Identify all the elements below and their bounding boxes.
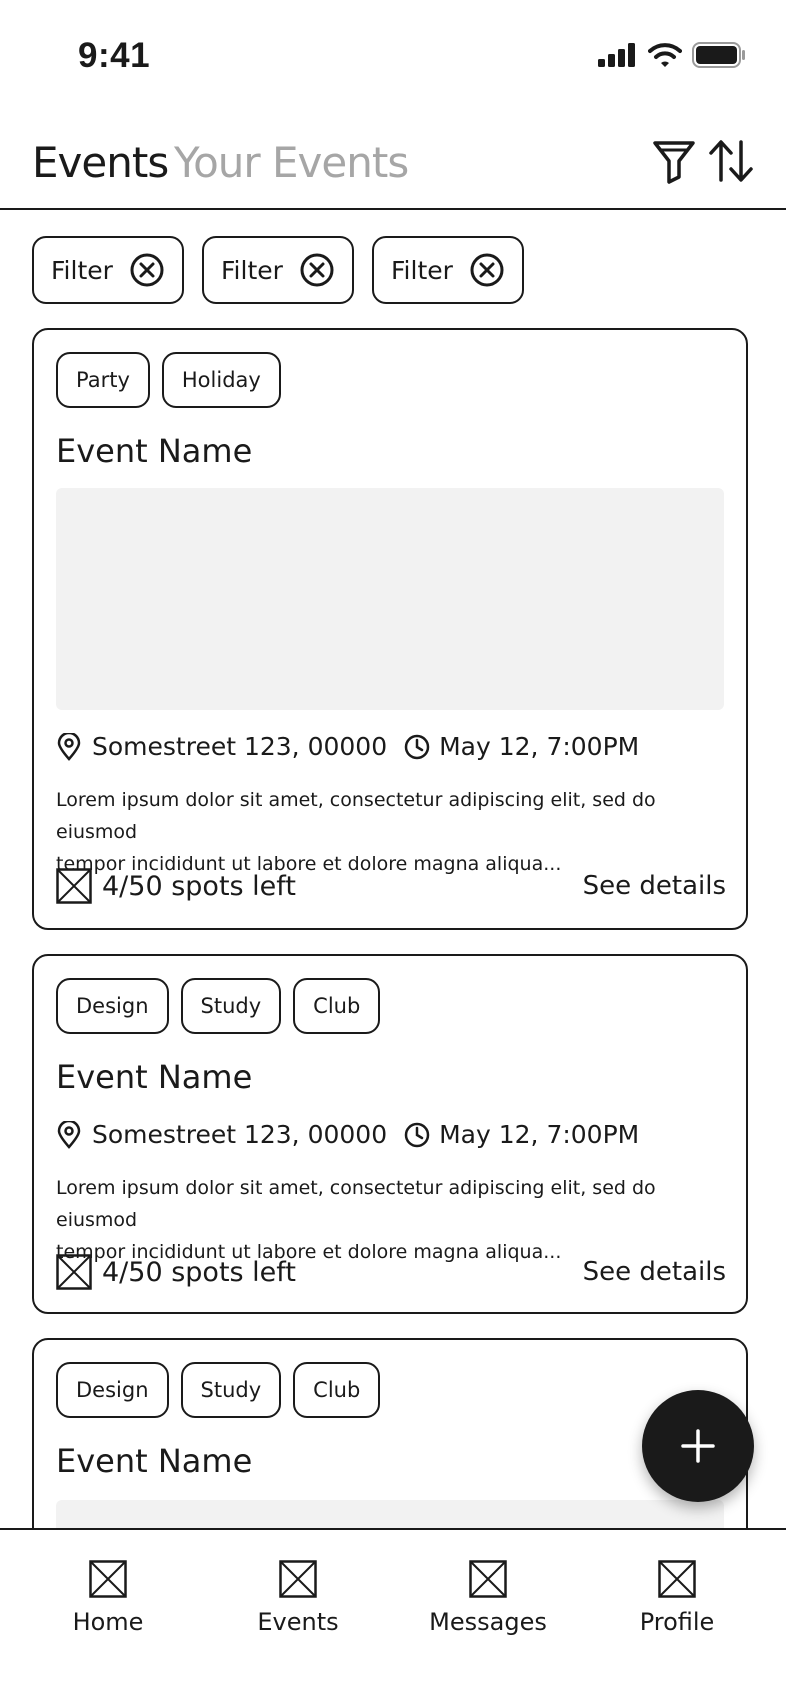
status-icons — [598, 42, 746, 68]
clock-icon — [403, 1121, 431, 1149]
battery-icon — [692, 42, 746, 68]
event-tag[interactable]: Party — [56, 352, 150, 408]
clock-icon — [403, 733, 431, 761]
nav-label: Profile — [639, 1608, 715, 1636]
event-tag[interactable]: Design — [56, 1362, 169, 1418]
nav-item-home[interactable] — [38, 1560, 178, 1636]
bottom-nav — [0, 1528, 786, 1704]
add-event-button[interactable] — [642, 1390, 754, 1502]
event-name: Event Name — [56, 432, 253, 470]
placeholder-icon — [56, 1254, 92, 1290]
spots-left: 4/50 spots left — [102, 1256, 296, 1288]
location-pin-icon — [56, 733, 82, 761]
spots-left: 4/50 spots left — [102, 870, 296, 902]
event-location: Somestreet 123, 00000 — [92, 732, 388, 761]
event-footer — [56, 1252, 726, 1292]
filter-chips — [32, 236, 524, 304]
event-description-line: Lorem ipsum dolor sit amet, consectetur adipiscing elit, sed do eiusmod — [56, 789, 656, 843]
placeholder-icon — [279, 1560, 317, 1598]
close-circle-icon[interactable] — [469, 252, 505, 288]
event-description-line: tempor incididunt ut labore et dolore magna aliqua... — [56, 1241, 562, 1263]
event-card[interactable] — [32, 954, 748, 1314]
nav-label: Messages — [429, 1608, 547, 1636]
event-image-placeholder — [56, 488, 724, 710]
placeholder-icon — [658, 1560, 696, 1598]
event-tag[interactable]: Study — [181, 1362, 282, 1418]
filter-chip-label: Filter — [221, 255, 283, 285]
tab-events[interactable]: Events — [32, 138, 169, 187]
event-meta — [56, 732, 639, 761]
location-pin-icon — [56, 1121, 82, 1149]
event-datetime: May 12, 7:00PM — [439, 732, 640, 761]
cellular-signal-icon — [598, 43, 638, 67]
event-card[interactable] — [32, 328, 748, 930]
event-tag[interactable]: Club — [293, 1362, 380, 1418]
event-tag[interactable]: Design — [56, 978, 169, 1034]
filter-chip-label: Filter — [391, 255, 453, 285]
event-location: Somestreet 123, 00000 — [92, 1120, 388, 1149]
event-tags — [56, 352, 281, 408]
tab-your-events[interactable]: Your Events — [174, 138, 409, 187]
filter-chip[interactable] — [202, 236, 354, 304]
close-circle-icon[interactable] — [129, 252, 165, 288]
event-description-line: Lorem ipsum dolor sit amet, consectetur adipiscing elit, sed do eiusmod — [56, 1177, 656, 1231]
event-description-line: tempor incididunt ut labore et dolore magna aliqua... — [56, 853, 562, 875]
plus-icon — [680, 1428, 716, 1464]
close-circle-icon[interactable] — [299, 252, 335, 288]
nav-label: Events — [257, 1608, 339, 1636]
placeholder-icon — [56, 868, 92, 904]
nav-item-events[interactable] — [228, 1560, 368, 1636]
filter-icon[interactable] — [652, 138, 696, 184]
event-tag[interactable]: Holiday — [162, 352, 281, 408]
status-bar — [0, 0, 786, 110]
event-tag[interactable]: Study — [181, 978, 282, 1034]
header — [0, 128, 786, 210]
placeholder-icon — [89, 1560, 127, 1598]
event-footer — [56, 866, 726, 906]
event-name: Event Name — [56, 1442, 253, 1480]
nav-label: Home — [72, 1608, 144, 1636]
see-details-link[interactable]: See details — [582, 1257, 726, 1287]
event-name: Event Name — [56, 1058, 253, 1096]
wifi-icon — [648, 42, 682, 68]
see-details-link[interactable]: See details — [582, 871, 726, 901]
placeholder-icon — [469, 1560, 507, 1598]
event-tag[interactable]: Club — [293, 978, 380, 1034]
event-tags — [56, 1362, 380, 1418]
event-meta — [56, 1120, 639, 1149]
sort-icon[interactable] — [708, 138, 754, 184]
nav-item-messages[interactable] — [418, 1560, 558, 1636]
event-datetime: May 12, 7:00PM — [439, 1120, 640, 1149]
nav-item-profile[interactable] — [607, 1560, 747, 1636]
status-time: 9:41 — [78, 36, 151, 75]
filter-chip[interactable] — [32, 236, 184, 304]
filter-chip-label: Filter — [51, 255, 113, 285]
event-tags — [56, 978, 380, 1034]
filter-chip[interactable] — [372, 236, 524, 304]
